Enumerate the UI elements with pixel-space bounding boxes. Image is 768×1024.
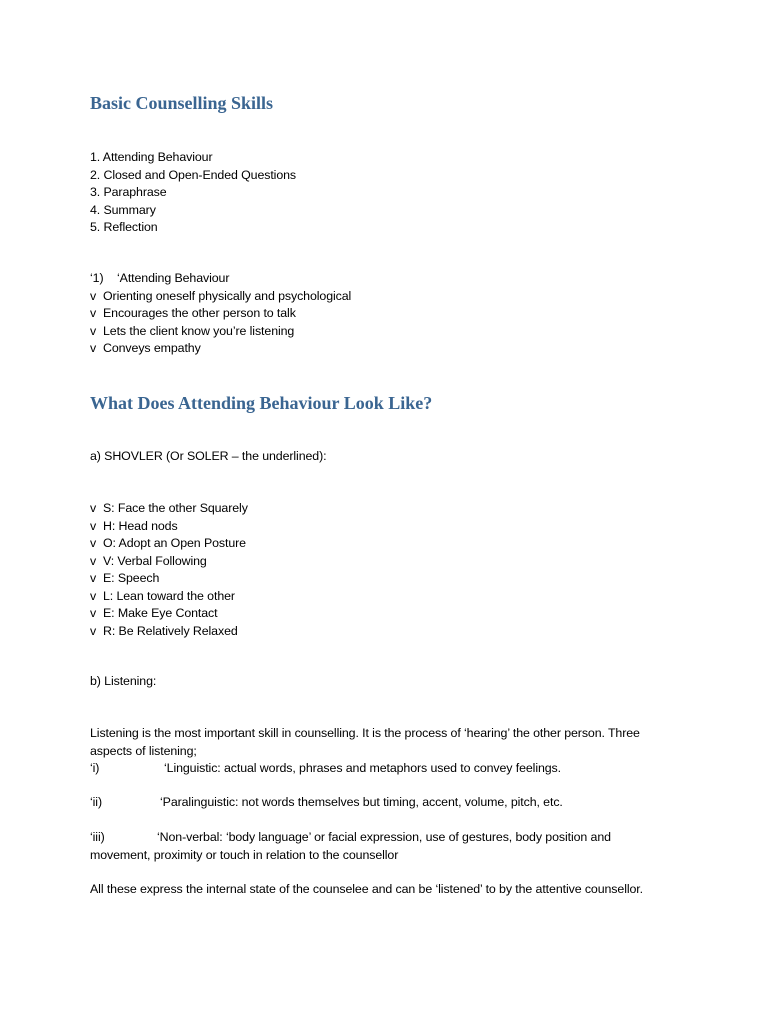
bullet-icon: v [90,501,97,515]
aspect-1-number: ‘i) [90,761,100,775]
bullet-icon: v [90,623,97,638]
attending-title [90,270,351,288]
bullet-icon: v [90,518,97,533]
shovler-item-text: R: Be Relatively Relaxed [103,623,238,638]
listening-intro-line-1: Listening is the most important skill in counselling. It is the process of ‘hearing’ the other person. Three [90,726,640,740]
skills-list-item: 4. Summary [90,202,156,217]
shovler-item [90,570,248,588]
attending-point [90,323,351,341]
attending-point [90,340,351,358]
attending-title-number: ‘1) [90,271,104,285]
shovler-item-text: V: Verbal Following [103,553,207,568]
attending-point [90,288,351,306]
bullet-icon: v [90,606,97,620]
skills-list-item: 2. Closed and Open-Ended Questions [90,167,297,182]
main-heading: Basic Counselling Skills [90,93,274,113]
shovler-item [90,588,248,606]
aspect-2-text: ‘Paralinguistic: not words themselves but timing, accent, volume, pitch, etc. [160,795,563,809]
attending-point-text: Encourages the other person to talk [103,306,296,320]
attending-point-text: Conveys empathy [103,341,201,355]
shovler-item [90,623,248,641]
skills-list-item: 3. Paraphrase [90,185,167,199]
bullet-icon: v [90,571,97,585]
shovler-item-text: S: Face the other Squarely [103,501,248,515]
aspect-3-text-line-1: ‘Non-verbal: ‘body language’ or facial expression, use of gestures, body position and [157,830,611,844]
listening-intro-line-2: aspects of listening; [90,744,197,758]
bullet-icon: v [90,288,97,303]
skills-list [90,149,296,237]
shovler-item-text: E: Make Eye Contact [103,606,218,620]
skills-list-item: 5. Reflection [90,220,158,234]
aspect-3-text-line-2: movement, proximity or touch in relation to the counsellor [90,848,399,862]
shovler-item [90,518,248,536]
shovler-item-text: L: Lean toward the other [103,588,235,603]
attending-point-text: Lets the client know you’re listening [103,323,295,338]
bullet-icon: v [90,553,97,568]
attending-point-text: Orienting oneself physically and psychological [103,288,352,303]
listening-title: b) Listening: [90,674,157,688]
shovler-item-text: O: Adopt an Open Posture [103,536,246,550]
attending-section [90,270,351,358]
shovler-item [90,553,248,571]
aspect-2-number: ‘ii) [90,795,102,809]
attending-look-heading: What Does Attending Behaviour Look Like? [90,393,433,413]
bullet-icon: v [90,306,97,320]
bullet-icon: v [90,588,97,603]
skills-list-item: 1. Attending Behaviour [90,150,213,164]
attending-point [90,305,351,323]
shovler-list [90,500,248,640]
bullet-icon: v [90,536,97,550]
listening-conclusion: All these express the internal state of the counselee and can be ‘listened’ to by the attentive counsellor. [90,882,643,896]
shovler-item [90,535,248,553]
aspect-3-number: ‘iii) [90,830,105,844]
shovler-item-text: E: Speech [103,571,160,585]
shovler-item-text: H: Head nods [103,518,178,533]
attending-title-text: ‘Attending Behaviour [117,271,230,285]
shovler-intro: a) SHOVLER (Or SOLER – the underlined): [90,449,327,463]
bullet-icon: v [90,341,97,355]
shovler-item [90,500,248,518]
shovler-item [90,605,248,623]
aspect-1-text: ‘Linguistic: actual words, phrases and metaphors used to convey feelings. [164,761,561,775]
bullet-icon: v [90,323,97,338]
